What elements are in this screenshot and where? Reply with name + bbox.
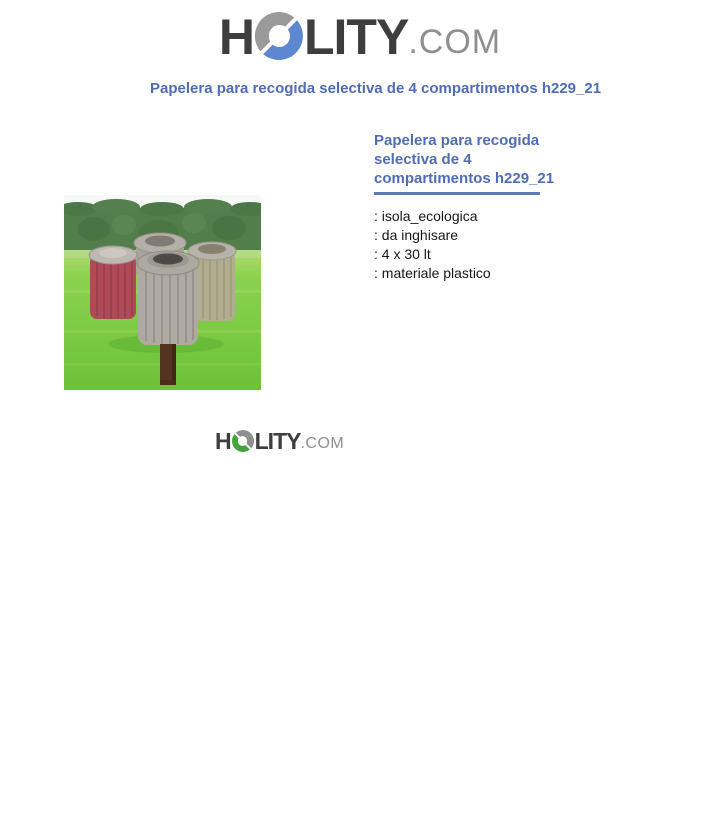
logo-text-tld: .COM [408,23,502,61]
detail-line-capacity: : 4 x 30 lt [374,246,431,262]
holity-logo-footer [215,430,344,453]
holity-o-swirl-icon [232,430,254,452]
logo-text-prefix: H [215,428,231,454]
detail-line-installation: : da inghisare [374,227,459,243]
logo-text-tld: .COM [300,435,345,452]
product-photo [64,195,261,390]
bin-front-gray [137,251,199,345]
page-title: Papelera para recogida selectiva de 4 compartimentos h229_21 [150,80,602,97]
holity-logo-header [218,9,502,65]
detail-line-material: : materiale plastico [374,265,491,281]
logo-text-suffix: LITY [304,9,409,65]
logo-text-suffix: LITY [254,428,301,454]
product-info-panel [374,131,574,283]
detail-line-category: : isola_ecologica [374,208,478,224]
product-details-list [374,207,574,283]
post [160,344,176,385]
title-divider [374,192,540,195]
product-title: Papelera para recogida selectiva de 4 compartimentos h229_21 [374,132,555,187]
logo-icon-hole [268,25,289,46]
logo-text-prefix: H [218,9,254,65]
bin-red [89,246,137,319]
holity-o-swirl-icon [255,12,303,60]
